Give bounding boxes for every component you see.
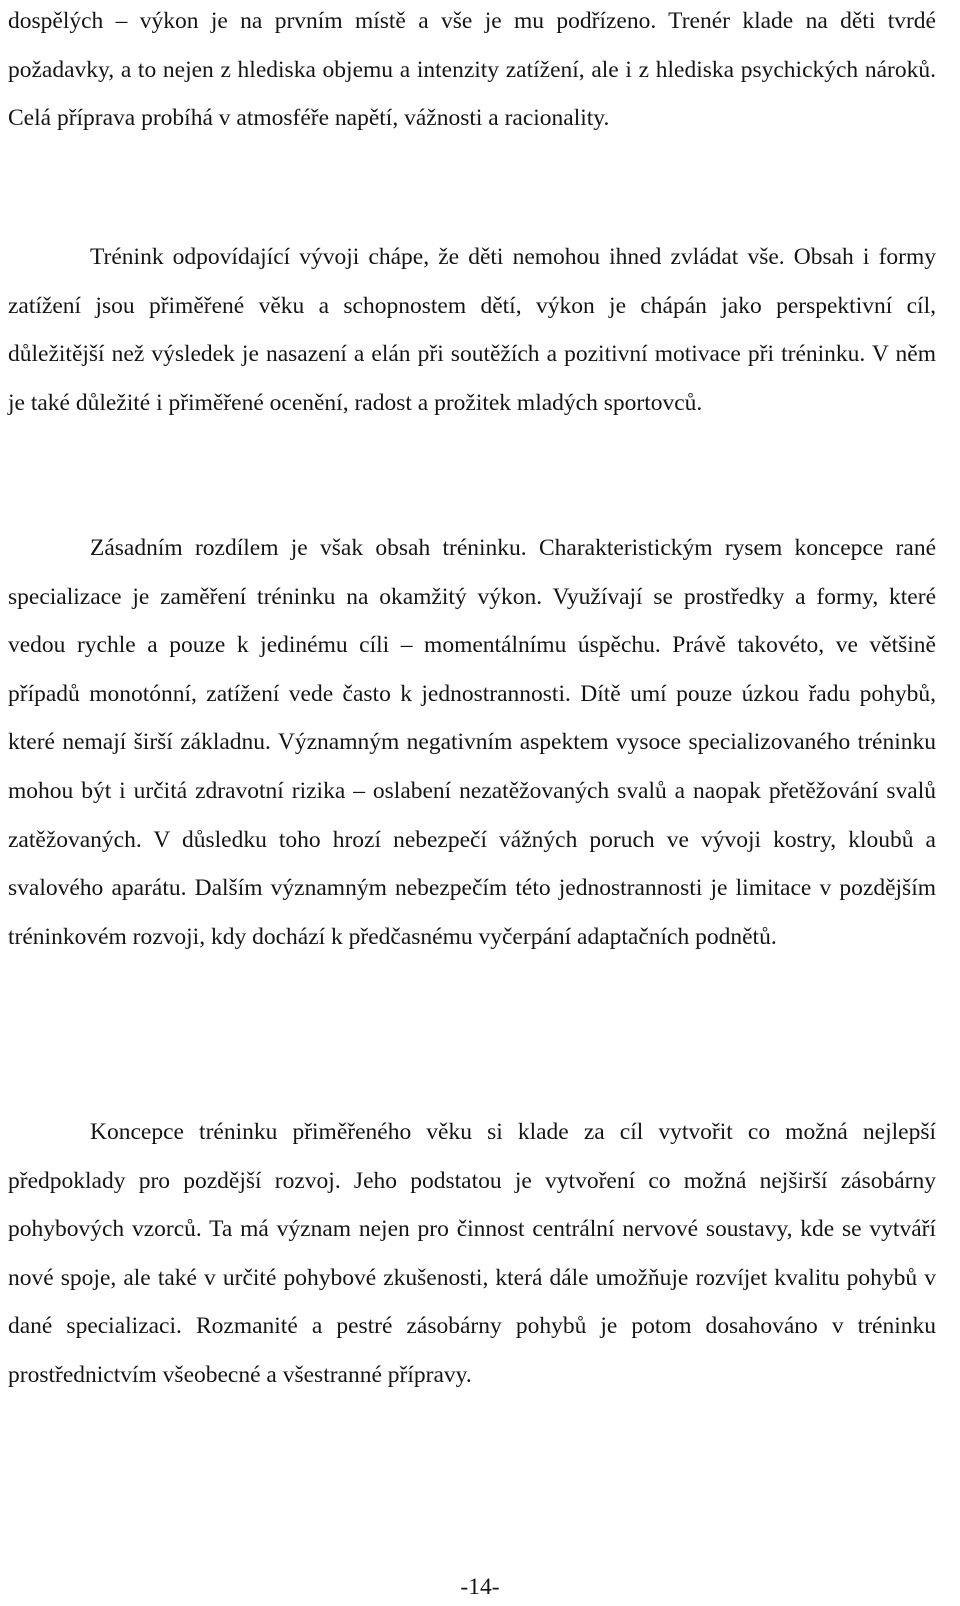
paragraph-training-content-difference: Zásadním rozdílem je však obsah tréninku. Charakteristickým rysem koncepce rané specializace je zaměření tréninku na okamžitý výkon. Využívají se prostředky a formy, které vedou rychle a pouze k jedinému cíli – momentálnímu úspěchu. Právě takovéto, ve většině případů monotónní, zatížení vede často k jednostrannosti. Dítě umí pouze úzkou řadu pohybů, které nemají širší základnu. Významným negativním aspektem vysoce specializovaného tréninku mohou být i určitá zdravotní rizika – oslabení nezatěžovaných svalů a naopak přetěžování svalů zatěžovaných. V důsledku toho hrozí nebezpečí vážných poruch ve vývoji kostry, kloubů a svalového aparátu. Dalším významným nebezpečím této jednostrannosti je limitace v pozdějším tréninkovém rozvoji, kdy dochází k předčasnému vyčerpání adaptačních podnětů. [8,535,936,950]
paragraph-concept-age-appropriate: Koncepce tréninku přiměřeného věku si klade za cíl vytvořit co možná nejlepší předpoklady pro pozdější rozvoj. Jeho podstatou je vytvoření co možná nejširší zásobárny pohybových vzorců. Ta má význam nejen pro činnost centrální nervové soustavy, kde se vytváří nové spoje, ale také v určité pohybové zkušenosti, která dále umožňuje rozvíjet kvalitu pohybů v dané specializaci. Rozmanité a pestré zásobárny pohybů je potom dosahováno v tréninku prostřednictvím všeobecné a všestranné přípravy. [8,1119,936,1388]
paragraph-age-appropriate-training: Trénink odpovídající vývoji chápe, že děti nemohou ihned zvládat vše. Obsah i formy zatížení jsou přiměřené věku a schopnostem dětí, výkon je chápán jako perspektivní cíl, důležitější než výsledek je nasazení a elán při soutěžích a pozitivní motivace při tréninku. V něm je také důležité i přiměřené ocenění, radost a prožitek mladých sportovců. [8,244,936,416]
paragraph-raw-vs-early-specialization: dospělých – výkon je na prvním místě a vše je mu podřízeno. Trenér klade na děti tvrdé požadavky, a to nejen z hlediska objemu a intenzity zatížení, ale i z hlediska psychických nároků. Celá příprava probíhá v atmosféře napětí, vážnosti a racionality. [8,8,936,132]
page-number: -14- [460,1574,500,1600]
